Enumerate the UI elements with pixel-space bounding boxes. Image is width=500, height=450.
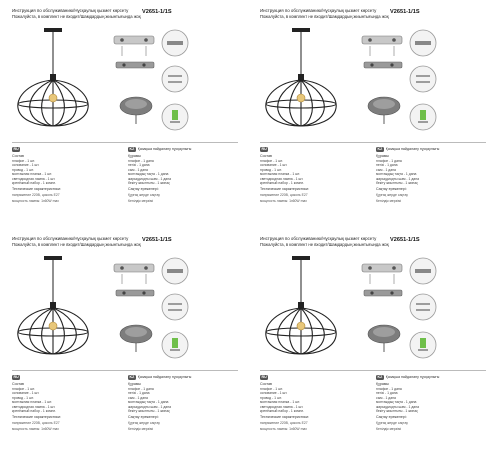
- ru-subheading: Технические характеристики:: [260, 415, 309, 420]
- kz-column: [376, 374, 484, 431]
- ru-item: крепёжный набор - 1 компл.: [260, 181, 305, 186]
- kz-heading: Қазақша пайдалану нұсқаулығы: [137, 147, 192, 151]
- kz-item: плафон - 1 дана: [128, 387, 154, 391]
- ru-title: Состав: [260, 382, 272, 386]
- ru-item: монтажная планка - 1 шт.: [260, 400, 300, 405]
- detail-circle-wiring: [160, 64, 190, 94]
- kz-footer-line: Кепілдік мерзімі: [376, 198, 402, 203]
- kz-item: плафон - 1 дана: [376, 387, 402, 391]
- ru-item: основание - 1 шт.: [260, 163, 288, 168]
- kz-item: негізі - 1 дана: [376, 391, 398, 396]
- ru-item: крепёжный набор - 1 компл.: [12, 181, 57, 186]
- ru-item: плафон - 1 шт.: [260, 159, 283, 163]
- ru-item: плафон - 1 шт.: [12, 387, 35, 391]
- kz-footer-line: Құрғақ жерде сақтау: [128, 193, 160, 198]
- kz-item: бекіту жиынтығы - 1 жинақ: [376, 181, 418, 186]
- kz-badge: KZ: [129, 375, 135, 379]
- header-line-1: Инструкция по обслуживанию/Нұсқаулық қызмет көрсету: [12, 8, 129, 13]
- ru-footer-line: мощность лампы: 1x60W max: [260, 198, 307, 203]
- kz-item: монтаждық тақта - 1 дана: [128, 400, 169, 405]
- ru-item: основание - 1 шт.: [260, 391, 288, 396]
- pendant-lamp-illustration: [12, 28, 96, 128]
- ru-item: плафон - 1 шт.: [260, 387, 283, 391]
- kz-item: бекіту жиынтығы - 1 жинақ: [376, 409, 418, 414]
- detail-circle-wiring: [408, 292, 438, 322]
- kz-item: бекіту жиынтығы - 1 жинақ: [128, 409, 170, 414]
- kz-subheading: Сақтау ережелері:: [128, 415, 159, 420]
- kz-footer-line: Кепілдік мерзімі: [128, 198, 154, 203]
- header-line-2: Пожалуйста, в комплект не входит/Шамдардың жиынтығында жоқ: [12, 242, 141, 247]
- canopy-diagram: [116, 94, 156, 124]
- ru-item: светодиодная лампа - 1 шт.: [260, 404, 304, 409]
- pendant-lamp-illustration: [260, 256, 344, 356]
- ru-footer-line: напряжение 220В, цоколь E27: [260, 193, 308, 198]
- kz-title: Құрамы: [376, 154, 389, 158]
- ru-item: крепёжный набор - 1 компл.: [12, 409, 57, 414]
- instruction-sheet: [10, 234, 240, 446]
- instruction-sheet: [258, 234, 488, 446]
- kz-item: монтаждық тақта - 1 дана: [128, 172, 169, 177]
- section-divider: [12, 370, 238, 371]
- kz-item: негізі - 1 дана: [376, 163, 398, 168]
- mounting-bracket-diagram: [360, 32, 406, 90]
- ru-badge: RU: [261, 375, 267, 379]
- ru-badge: RU: [261, 147, 267, 151]
- kz-title: Құрамы: [128, 154, 141, 158]
- canopy-diagram: [116, 322, 156, 352]
- mounting-bracket-diagram: [112, 32, 158, 90]
- ru-item: светодиодная лампа - 1 шт.: [260, 176, 304, 181]
- kz-badge: KZ: [129, 147, 135, 151]
- model-number: V2651-1/1S: [142, 9, 172, 15]
- kz-item: бекіту жиынтығы - 1 жинақ: [128, 181, 170, 186]
- kz-item: негізі - 1 дана: [128, 163, 150, 168]
- ru-item: монтажная планка - 1 шт.: [12, 400, 52, 405]
- ru-item: крепёжный набор - 1 компл.: [260, 409, 305, 414]
- canopy-diagram: [364, 322, 404, 352]
- kz-item: монтаждық тақта - 1 дана: [376, 172, 417, 177]
- kz-column: [376, 146, 484, 203]
- instruction-sheet: [258, 6, 488, 218]
- ru-item: провод - 1 шт.: [260, 167, 282, 172]
- ru-footer-line: мощность лампы: 1x60W max: [12, 426, 59, 431]
- detail-circle-wiring: [408, 64, 438, 94]
- ru-item: монтажная планка - 1 шт.: [260, 172, 300, 177]
- detail-circle-wiring: [160, 292, 190, 322]
- detail-circle-bulb: [408, 102, 438, 132]
- kz-item: монтаждық тақта - 1 дана: [376, 400, 417, 405]
- kz-item: жарықдиодты шам - 1 дана: [376, 176, 419, 181]
- ru-item: плафон - 1 шт.: [12, 159, 35, 163]
- pendant-lamp-illustration: [12, 256, 96, 356]
- kz-item: жарықдиодты шам - 1 дана: [376, 404, 419, 409]
- sheet-header: [12, 8, 242, 20]
- kz-item: сым - 1 дана: [376, 167, 396, 172]
- detail-circle-bulb: [408, 330, 438, 360]
- section-divider: [260, 370, 486, 371]
- ru-item: основание - 1 шт.: [12, 163, 40, 168]
- header-line-1: Инструкция по обслуживанию/Нұсқаулық қызмет көрсету: [260, 8, 377, 13]
- model-number: V2651-1/1S: [390, 9, 420, 15]
- ru-subheading: Технические характеристики:: [260, 187, 309, 192]
- header-line-2: Пожалуйста, в комплект не входит/Шамдардың жиынтығында жоқ: [12, 14, 141, 19]
- detail-circle-screw: [408, 256, 438, 286]
- section-divider: [260, 142, 486, 143]
- kz-badge: KZ: [377, 147, 383, 151]
- header-line-2: Пожалуйста, в комплект не входит/Шамдардың жиынтығында жоқ: [260, 242, 389, 247]
- ru-column: [12, 374, 120, 431]
- ru-item: провод - 1 шт.: [12, 167, 34, 172]
- kz-item: сым - 1 дана: [128, 395, 148, 400]
- ru-item: основание - 1 шт.: [12, 391, 40, 396]
- detail-circle-screw: [408, 28, 438, 58]
- kz-item: плафон - 1 дана: [376, 159, 402, 163]
- detail-circle-screw: [160, 28, 190, 58]
- kz-subheading: Сақтау ережелері:: [376, 187, 407, 192]
- kz-subheading: Сақтау ережелері:: [376, 415, 407, 420]
- kz-footer-line: Құрғақ жерде сақтау: [128, 421, 160, 426]
- mounting-bracket-diagram: [360, 260, 406, 318]
- kz-item: сым - 1 дана: [376, 395, 396, 400]
- ru-item: светодиодная лампа - 1 шт.: [12, 404, 56, 409]
- kz-title: Құрамы: [376, 382, 389, 386]
- ru-column: [12, 146, 120, 203]
- ru-badge: RU: [13, 147, 19, 151]
- kz-footer-line: Кепілдік мерзімі: [128, 426, 154, 431]
- sheet-header: [260, 8, 490, 20]
- kz-column: [128, 374, 236, 431]
- kz-subheading: Сақтау ережелері:: [128, 187, 159, 192]
- ru-item: светодиодная лампа - 1 шт.: [12, 176, 56, 181]
- detail-circle-bulb: [160, 330, 190, 360]
- mounting-bracket-diagram: [112, 260, 158, 318]
- kz-item: сым - 1 дана: [128, 167, 148, 172]
- ru-footer-line: мощность лампы: 1x60W max: [12, 198, 59, 203]
- ru-subheading: Технические характеристики:: [12, 187, 61, 192]
- ru-title: Состав: [260, 154, 272, 158]
- ru-item: монтажная планка - 1 шт.: [12, 172, 52, 177]
- section-divider: [12, 142, 238, 143]
- kz-footer-line: Құрғақ жерде сақтау: [376, 193, 408, 198]
- header-line-2: Пожалуйста, в комплект не входит/Шамдардың жиынтығында жоқ: [260, 14, 389, 19]
- ru-column: [260, 146, 368, 203]
- ru-column: [260, 374, 368, 431]
- kz-heading: Қазақша пайдалану нұсқаулығы: [385, 375, 440, 379]
- ru-title: Состав: [12, 382, 24, 386]
- model-number: V2651-1/1S: [142, 237, 172, 243]
- header-line-1: Инструкция по обслуживанию/Нұсқаулық қызмет көрсету: [12, 236, 129, 241]
- kz-footer-line: Құрғақ жерде сақтау: [376, 421, 408, 426]
- kz-title: Құрамы: [128, 382, 141, 386]
- kz-footer-line: Кепілдік мерзімі: [376, 426, 402, 431]
- ru-item: провод - 1 шт.: [260, 395, 282, 400]
- sheet-header: [260, 236, 490, 248]
- kz-item: негізі - 1 дана: [128, 391, 150, 396]
- ru-footer-line: напряжение 220В, цоколь E27: [260, 421, 308, 426]
- header-line-1: Инструкция по обслуживанию/Нұсқаулық қызмет көрсету: [260, 236, 377, 241]
- instruction-sheet: [10, 6, 240, 218]
- sheet-header: [12, 236, 242, 248]
- canopy-diagram: [364, 94, 404, 124]
- detail-circle-screw: [160, 256, 190, 286]
- kz-badge: KZ: [377, 375, 383, 379]
- ru-item: провод - 1 шт.: [12, 395, 34, 400]
- ru-title: Состав: [12, 154, 24, 158]
- ru-subheading: Технические характеристики:: [12, 415, 61, 420]
- ru-footer-line: мощность лампы: 1x60W max: [260, 426, 307, 431]
- ru-badge: RU: [13, 375, 19, 379]
- kz-heading: Қазақша пайдалану нұсқаулығы: [385, 147, 440, 151]
- model-number: V2651-1/1S: [390, 237, 420, 243]
- kz-heading: Қазақша пайдалану нұсқаулығы: [137, 375, 192, 379]
- pendant-lamp-illustration: [260, 28, 344, 128]
- ru-footer-line: напряжение 220В, цоколь E27: [12, 421, 60, 426]
- detail-circle-bulb: [160, 102, 190, 132]
- kz-column: [128, 146, 236, 203]
- ru-footer-line: напряжение 220В, цоколь E27: [12, 193, 60, 198]
- kz-item: жарықдиодты шам - 1 дана: [128, 404, 171, 409]
- kz-item: жарықдиодты шам - 1 дана: [128, 176, 171, 181]
- kz-item: плафон - 1 дана: [128, 159, 154, 163]
